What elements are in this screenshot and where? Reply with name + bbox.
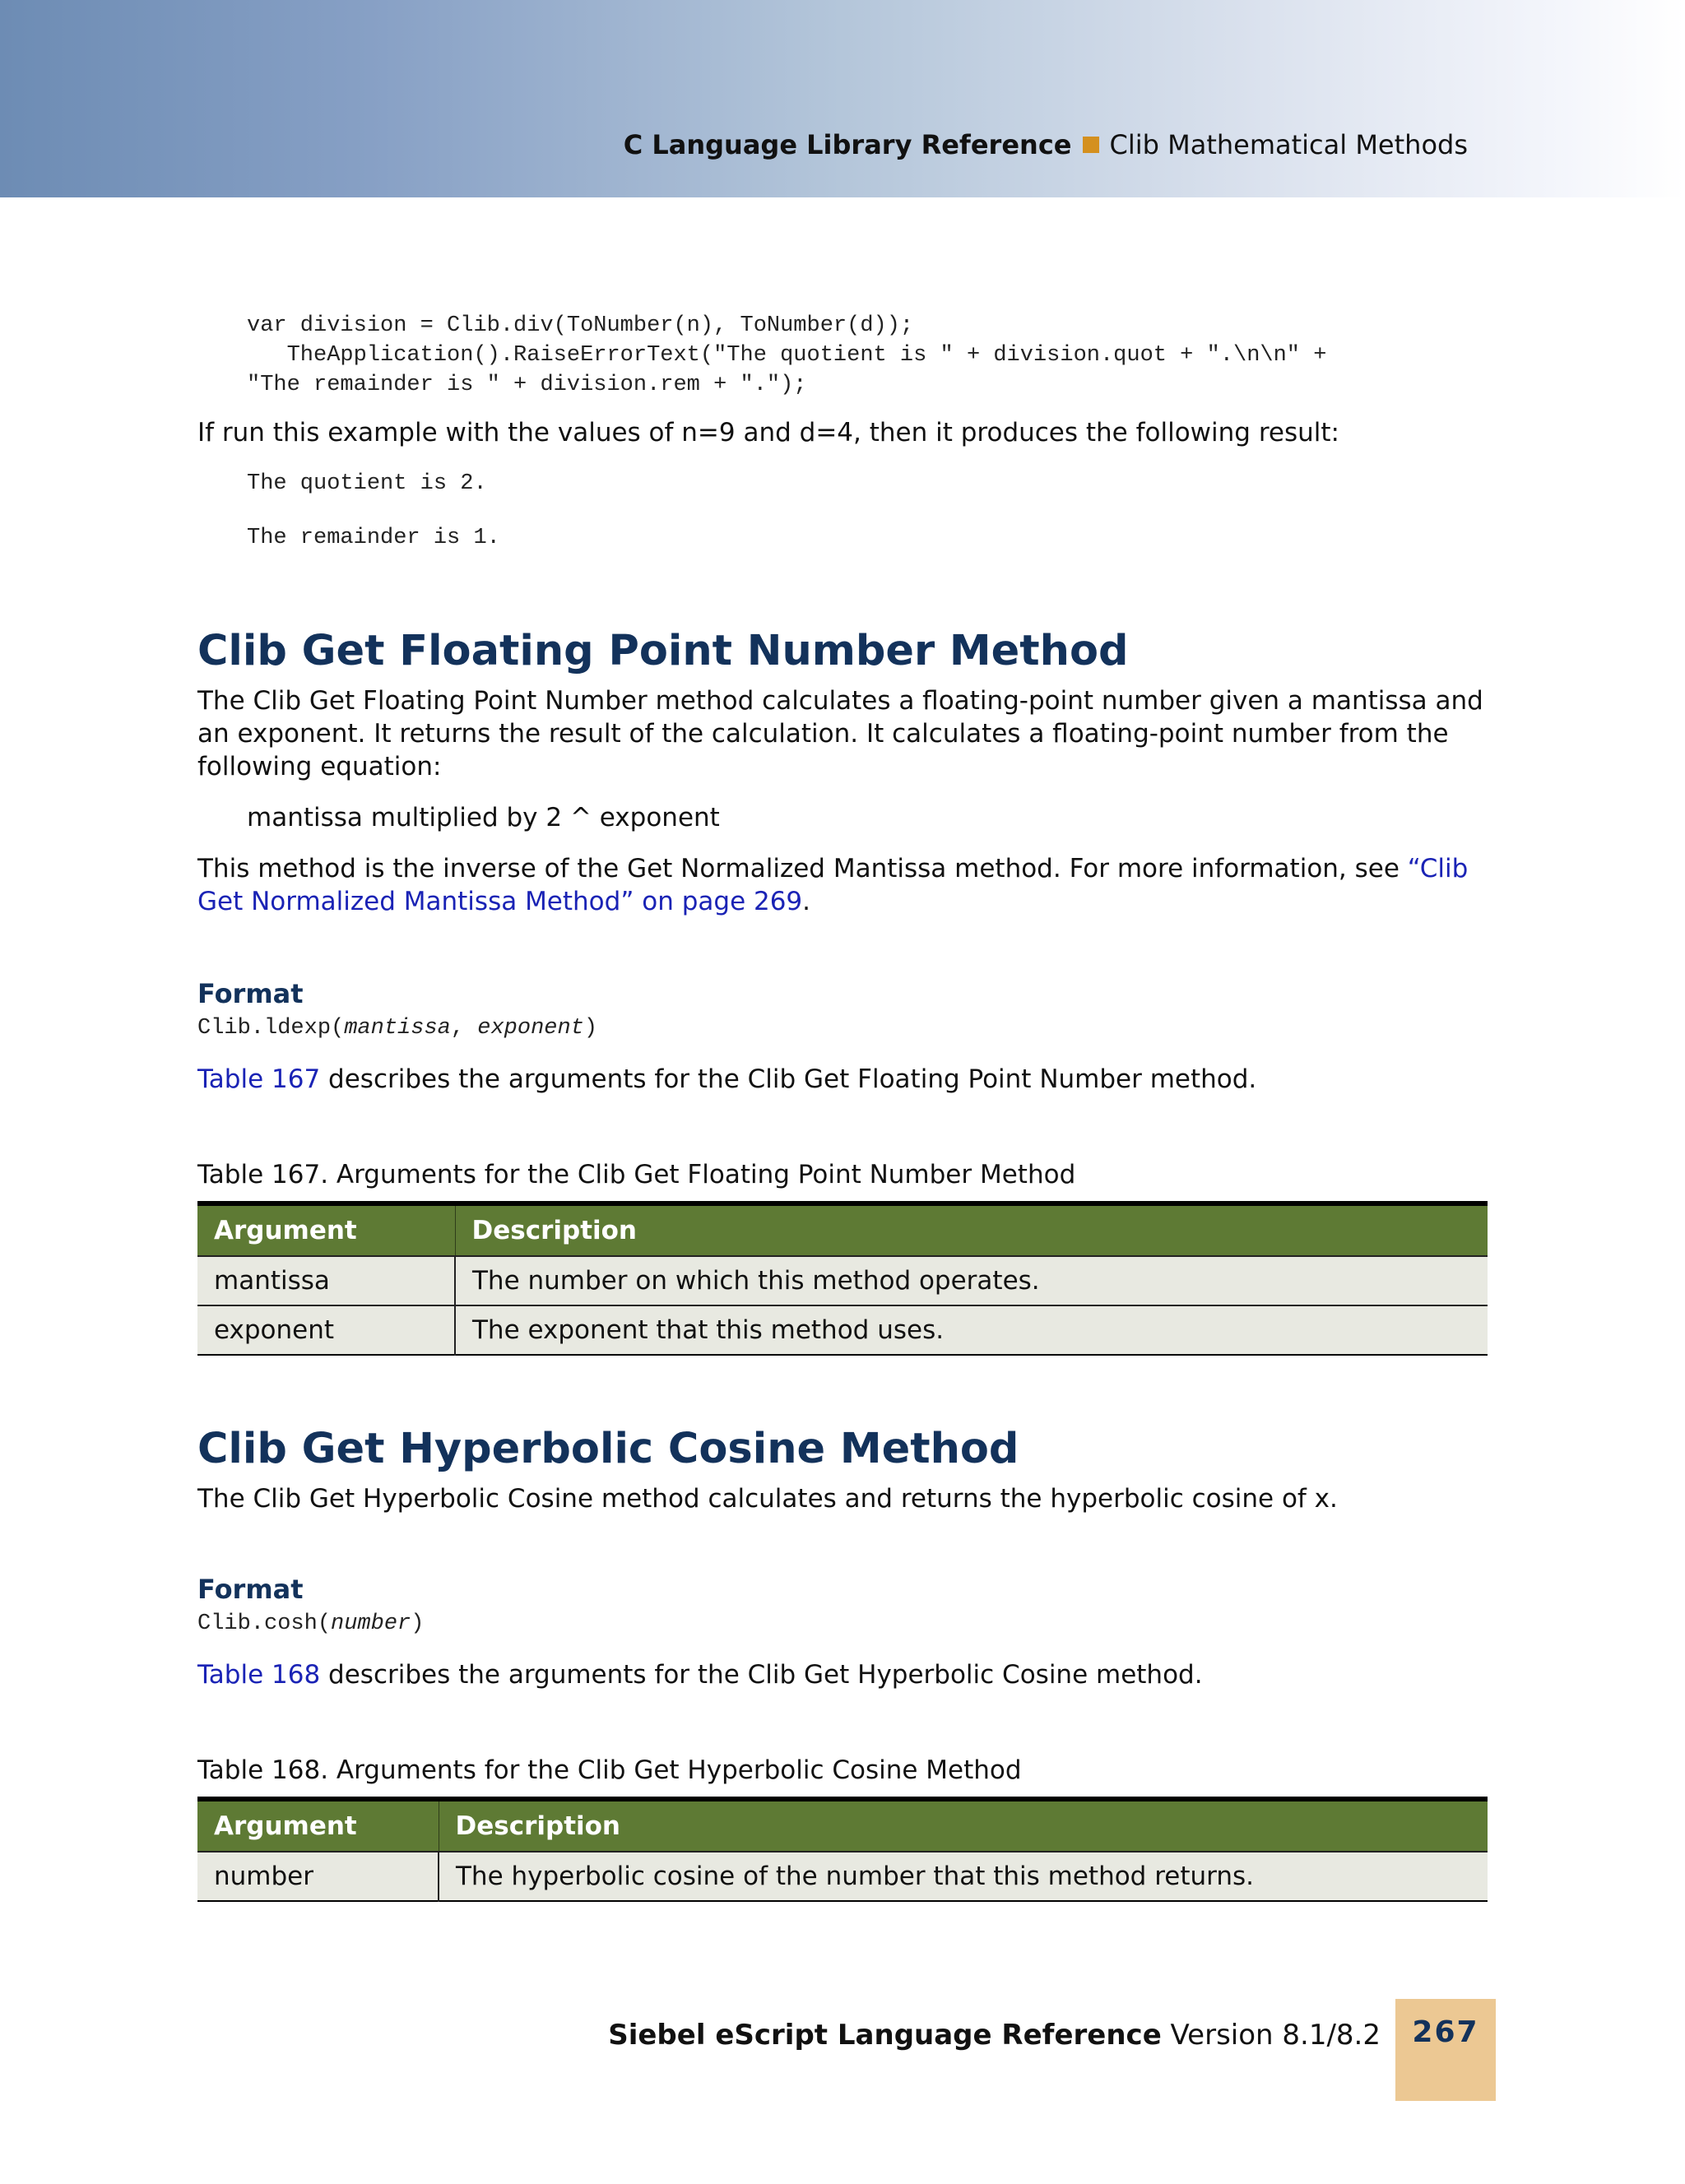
cosh-format-syntax: [197, 1609, 1488, 1639]
table-168: [197, 1797, 1488, 1902]
code-line: var division = Clib.div(ToNumber(n), ToNumber(d));: [247, 313, 914, 338]
ldexp-equation: mantissa multiplied by 2 ^ exponent: [247, 803, 720, 832]
table-header-row: [197, 1799, 1488, 1852]
table-row: [197, 1305, 1488, 1355]
example-code: [197, 311, 1488, 400]
table-row: [197, 1256, 1488, 1305]
table-167: [197, 1201, 1488, 1356]
column-header-argument: Argument: [197, 1203, 455, 1256]
result-line: The remainder is 1.: [247, 526, 500, 550]
footer-book-info: [608, 2017, 1381, 2053]
result-line: The quotient is 2.: [247, 471, 487, 496]
chapter-title: C Language Library Reference: [623, 129, 1072, 160]
argument-cell: number: [197, 1852, 439, 1901]
table-ref-text: describes the arguments for the Clib Get Hyperbolic Cosine method.: [320, 1660, 1203, 1690]
running-head: [624, 127, 1468, 163]
cosh-description: The Clib Get Hyperbolic Cosine method calculates and returns the hyperbolic cosine of x.: [197, 1484, 1338, 1514]
description-cell: The hyperbolic cosine of the number that this method returns.: [439, 1852, 1488, 1901]
inverse-note-end: .: [802, 887, 811, 916]
syntax-prefix: Clib.cosh(: [197, 1611, 332, 1636]
footer-book-title: Siebel eScript Language Reference: [608, 2019, 1162, 2052]
footer-version: Version 8.1/8.2: [1161, 2019, 1381, 2052]
argument-cell: mantissa: [197, 1256, 455, 1305]
description-cell: The exponent that this method uses.: [455, 1305, 1488, 1355]
column-header-description: Description: [455, 1203, 1488, 1256]
code-line: "The remainder is " + division.rem + ".");: [247, 373, 807, 397]
example-intro: If run this example with the values of n=9 and d=4, then it produces the following result:: [197, 418, 1339, 447]
ldexp-inverse-note: [197, 852, 1488, 918]
syntax-suffix: ): [411, 1611, 425, 1636]
table-row: [197, 1852, 1488, 1901]
table-ref-text: describes the arguments for the Clib Get Floating Point Number method.: [320, 1064, 1257, 1094]
section-title: Clib Mathematical Methods: [1109, 129, 1468, 160]
table-168-link[interactable]: Table 168: [197, 1660, 321, 1690]
syntax-arg: exponent: [477, 1016, 584, 1041]
inverse-note-text: This method is the inverse of the Get Normalized Mantissa method. For more information, see: [197, 854, 1408, 883]
separator-square-icon: [1083, 137, 1099, 153]
ldexp-description: The Clib Get Floating Point Number method calculates a floating-point number given a mantissa and an exponent. It returns the result of the calculation. It calculates a floating-point number from the following equation:: [197, 686, 1483, 781]
code-line: TheApplication().RaiseErrorText("The quotient is " + division.quot + ".\n\n" +: [247, 343, 1327, 368]
description-cell: The number on which this method operates.: [455, 1256, 1488, 1305]
syntax-arg: number: [331, 1611, 411, 1636]
page-number-box: [1395, 1999, 1496, 2101]
cosh-format-heading: Format: [197, 1574, 304, 1605]
table-168-caption: Table 168. Arguments for the Clib Get Hyperbolic Cosine Method: [197, 1755, 1022, 1785]
ldexp-table-ref: [197, 1063, 1488, 1096]
normalized-mantissa-link[interactable]: “Clib Get Normalized Mantissa Method” on page 269: [197, 854, 1469, 916]
page-content: [197, 311, 1488, 1902]
table-167-link[interactable]: Table 167: [197, 1064, 321, 1094]
section-heading-cosh: Clib Get Hyperbolic Cosine Method: [197, 1425, 1019, 1473]
ldexp-format-syntax: [197, 1013, 1488, 1043]
header-band: [0, 0, 1685, 197]
column-header-description: Description: [439, 1799, 1488, 1852]
syntax-arg: mantissa: [344, 1016, 451, 1041]
table-header-row: [197, 1203, 1488, 1256]
argument-cell: exponent: [197, 1305, 455, 1355]
syntax-sep: ,: [450, 1016, 478, 1041]
page-number: 267: [1412, 2015, 1479, 2049]
cosh-table-ref: [197, 1658, 1488, 1691]
syntax-suffix: ): [583, 1016, 598, 1041]
column-header-argument: Argument: [197, 1799, 439, 1852]
page-footer: [0, 1999, 1685, 2101]
syntax-prefix: Clib.ldexp(: [197, 1016, 345, 1041]
ldexp-format-heading: Format: [197, 978, 304, 1009]
table-167-caption: Table 167. Arguments for the Clib Get Floating Point Number Method: [197, 1160, 1076, 1189]
section-heading-ldexp: Clib Get Floating Point Number Method: [197, 627, 1129, 675]
